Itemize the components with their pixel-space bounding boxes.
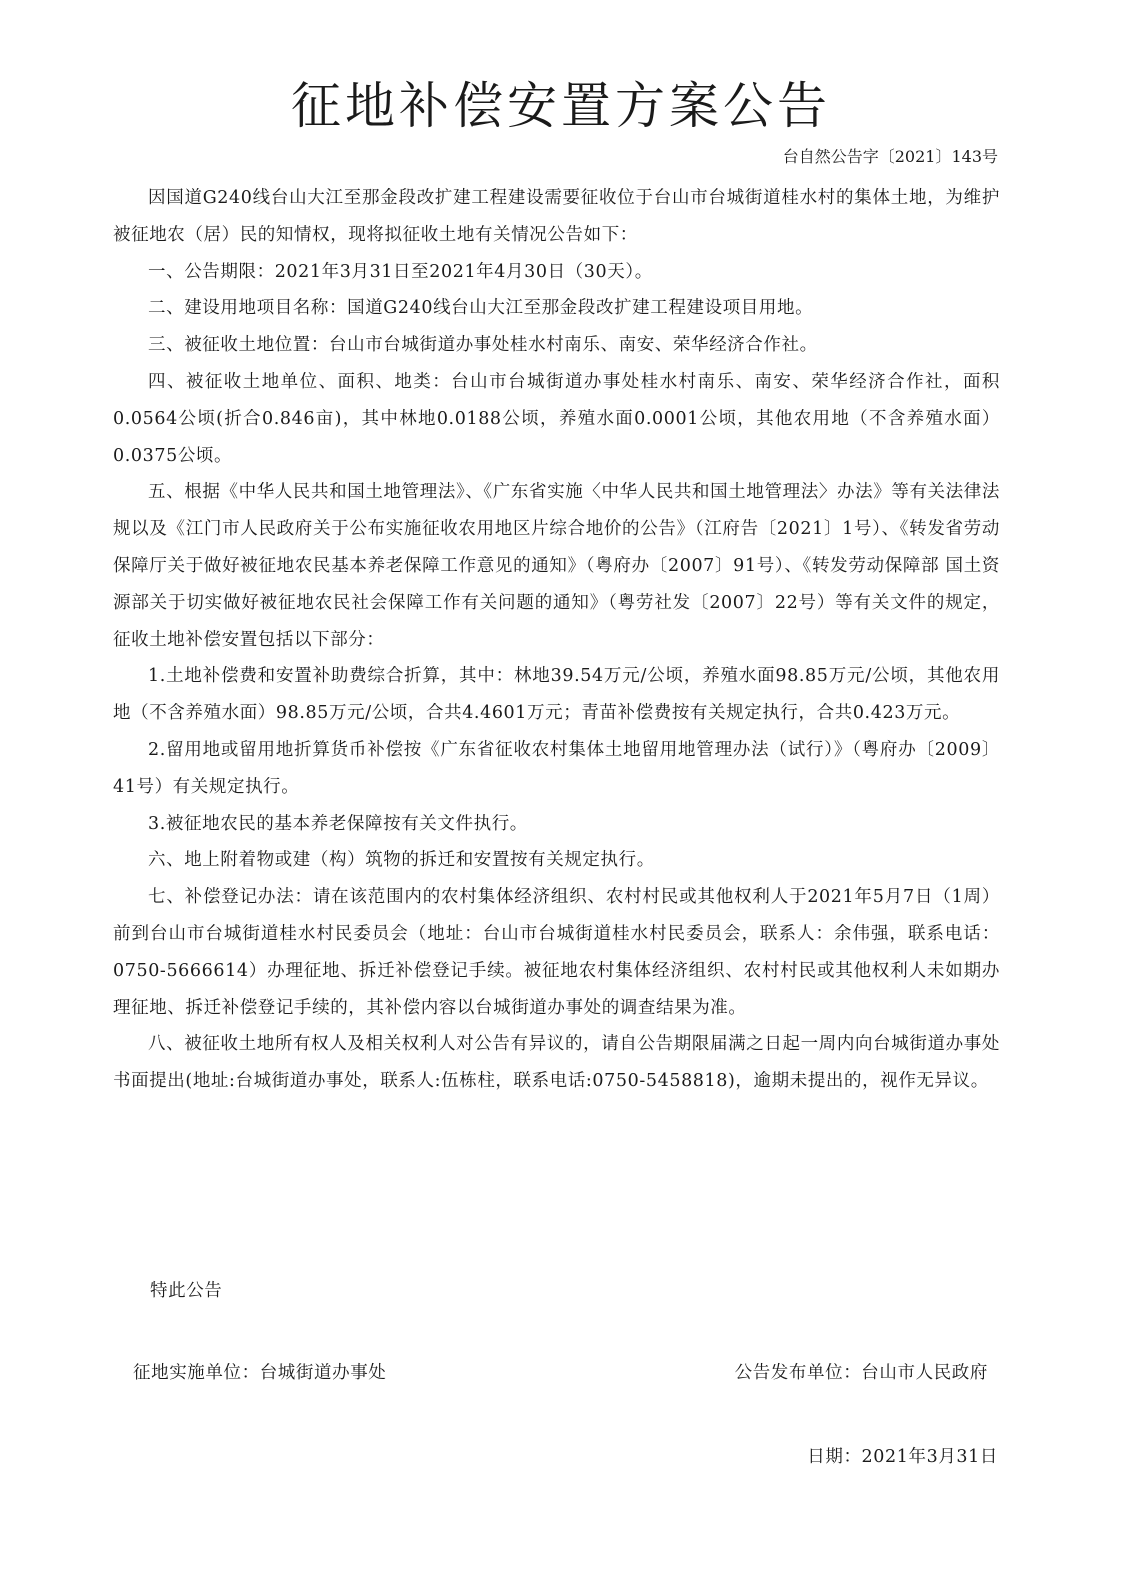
paragraph-5-2: 2.留用地或留用地折算货币补偿按《广东省征收农村集体土地留用地管理办法（试行）》（粤府办〔2009〕41号）有关规定执行。 <box>113 739 1000 797</box>
paragraph-4: 四、被征收土地单位、面积、地类：台山市台城街道办事处桂水村南乐、南安、荣华经济合作社，面积0.0564公顷(折合0.846亩)，其中林地0.0188公顷，养殖水面0.0001公顷，其他农用地（不含养殖水面）0.0375公顷。 <box>113 371 1000 466</box>
paragraph-5: 五、根据《中华人民共和国土地管理法》、《广东省实施〈中华人民共和国土地管理法〉办法》等有关法律法规以及《江门市人民政府关于公布实施征收农用地区片综合地价的公告》（江府告〔2021〕1号）、《转发省劳动保障厅关于做好被征地农民基本养老保障工作意见的通知》（粤府办〔2007〕91号）、《转发劳动保障部 国土资源部关于切实做好被征地农民社会保障工作有关问题的通知》（粤劳社发〔2007〕22号）等有关文件的规定，征收土地补偿安置包括以下部分： <box>113 482 1000 650</box>
paragraph-7: 七、补偿登记办法：请在该范围内的农村集体经济组织、农村村民或其他权利人于2021年5月7日（1周）前到台山市台城街道桂水村民委员会（地址：台山市台城街道桂水村民委员会，联系人：余伟强，联系电话：0750-5666614）办理征地、拆迁补偿登记手续。被征地农村集体经济组织、农村村民或其他权利人未如期办理征地、拆迁补偿登记手续的，其补偿内容以台城街道办事处的调查结果为准。 <box>113 887 1000 1018</box>
signoff: 特此公告 <box>150 1281 223 1301</box>
paragraph-3: 三、被征收土地位置：台山市台城街道办事处桂水村南乐、南安、荣华经济合作社。 <box>148 335 818 356</box>
implementing-unit: 征地实施单位：台城街道办事处 <box>133 1363 387 1383</box>
paragraph-6: 六、地上附着物或建（构）筑物的拆迁和安置按有关规定执行。 <box>148 850 655 871</box>
paragraph-2: 二、建设用地项目名称：国道G240线台山大江至那金段改扩建工程建设项目用地。 <box>148 298 814 319</box>
paragraph-5-1: 1.土地补偿费和安置补助费综合折算，其中：林地39.54万元/公顷，养殖水面98.85万元/公顷，其他农用地（不含养殖水面）98.85万元/公顷，合共4.4601万元；青苗补偿费按有关规定执行，合共0.423万元。 <box>113 666 1000 724</box>
paragraph-intro: 因国道G240线台山大江至那金段改扩建工程建设需要征收位于台山市台城街道桂水村的集体土地，为维护被征地农（居）民的知情权，现将拟征收土地有关情况公告如下： <box>113 188 1000 245</box>
document-body <box>113 180 1000 1100</box>
publishing-unit: 公告发布单位：台山市人民政府 <box>734 1363 988 1383</box>
document-title: 征地补偿安置方案公告 <box>291 77 831 135</box>
paragraph-5-3: 3.被征地农民的基本养老保障按有关文件执行。 <box>148 813 528 834</box>
document-date: 日期：2021年3月31日 <box>807 1447 998 1467</box>
paragraph-1: 一、公告期限：2021年3月31日至2021年4月30日（30天）。 <box>148 261 653 282</box>
document-number: 台自然公告字〔2021〕143号 <box>782 147 998 166</box>
paragraph-8: 八、被征收土地所有权人及相关权利人对公告有异议的，请自公告期限届满之日起一周内向台城街道办事处书面提出(地址:台城街道办事处，联系人:伍栋柱，联系电话:0750-5458818)，逾期未提出的，视作无异议。 <box>113 1034 1000 1092</box>
